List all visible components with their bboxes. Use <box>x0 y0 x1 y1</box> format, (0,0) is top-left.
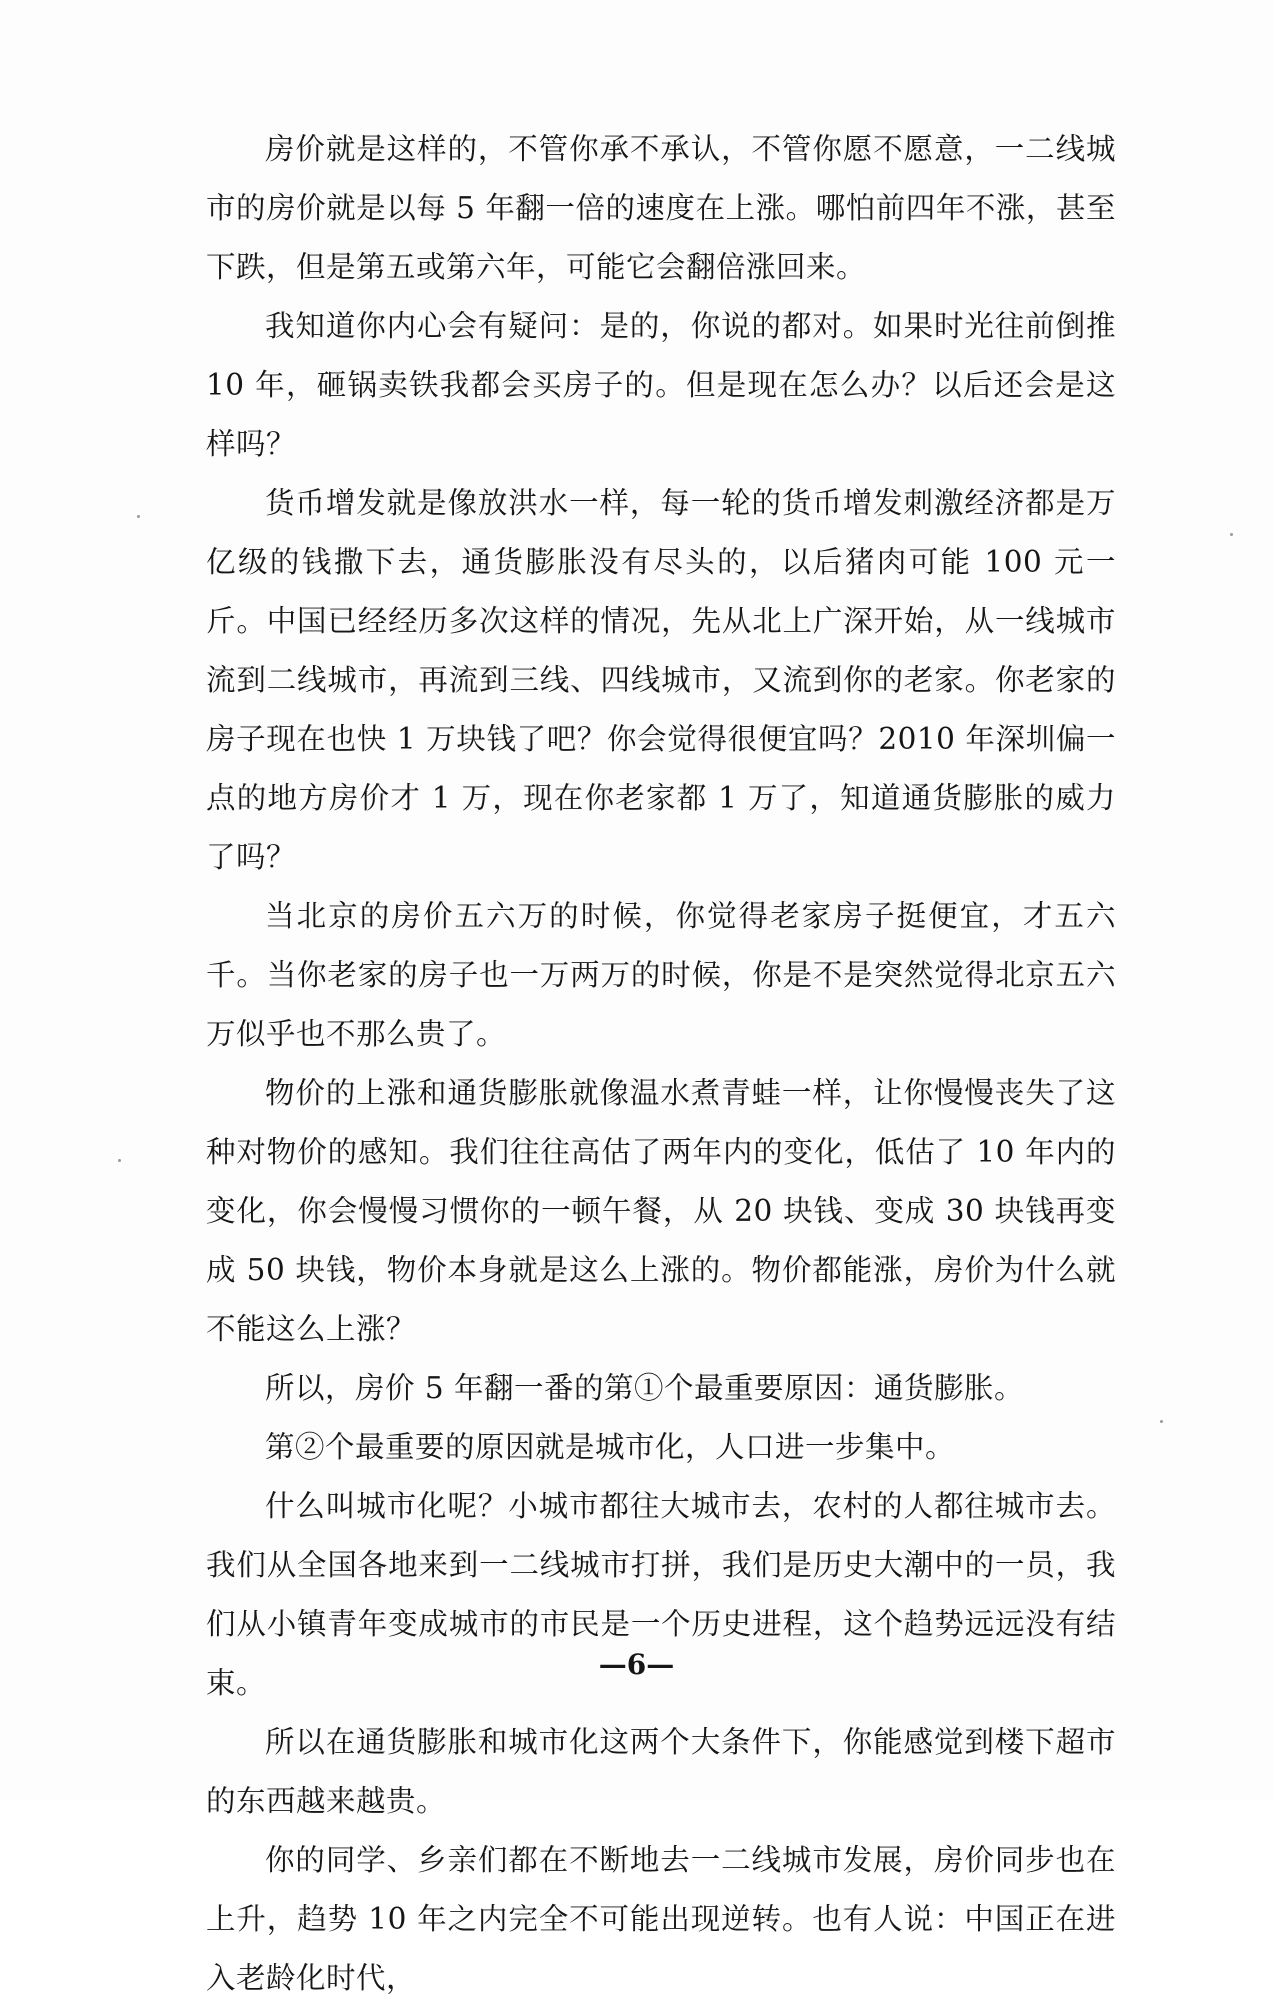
paragraph-3: 货币增发就是像放洪水一样，每一轮的货币增发刺激经济都是万亿级的钱撒下去，通货膨胀没有尽头的，以后猪肉可能 100 元一斤。中国已经经历多次这样的情况，先从北上广深开始，从一线城市流到二线城市，再流到三线、四线城市，又流到你的老家。你老家的房子现在也快 1 万块钱了吧？你会觉得很便宜吗？2010 年深圳偏一点的地方房价才 1 万，现在你老家都 1 万了，知道通货膨胀的威力了吗？ <box>206 486 1116 874</box>
scan-speck <box>1160 1420 1163 1423</box>
paragraph-5: 物价的上涨和通货膨胀就像温水煮青蛙一样，让你慢慢丧失了这种对物价的感知。我们往往高估了两年内的变化，低估了 10 年内的变化，你会慢慢习惯你的一顿午餐，从 20 块钱、变成 30 块钱再变成 50 块钱，物价本身就是这么上涨的。物价都能涨，房价为什么就不能这么上涨？ <box>206 1076 1116 1346</box>
scan-speck <box>137 515 140 518</box>
paragraph-8: 什么叫城市化呢？小城市都往大城市去，农村的人都往城市去。我们从全国各地来到一二线城市打拼，我们是历史大潮中的一员，我们从小镇青年变成城市的市民是一个历史进程，这个趋势远远没有结束。 <box>206 1489 1116 1700</box>
paragraph-1: 房价就是这样的，不管你承不承认，不管你愿不愿意，一二线城市的房价就是以每 5 年翻一倍的速度在上涨。哪怕前四年不涨，甚至下跌，但是第五或第六年，可能它会翻倍涨回来。 <box>206 132 1116 284</box>
paragraph-2: 我知道你内心会有疑问：是的，你说的都对。如果时光往前倒推 10 年，砸锅卖铁我都会买房子的。但是现在怎么办？以后还会是这样吗？ <box>206 309 1116 461</box>
scan-speck <box>118 1159 121 1162</box>
paragraph-6: 所以，房价 5 年翻一番的第①个最重要原因：通货膨胀。 <box>265 1371 1025 1405</box>
paragraph-4: 当北京的房价五六万的时候，你觉得老家房子挺便宜，才五六千。当你老家的房子也一万两万的时候，你是不是突然觉得北京五六万似乎也不那么贵了。 <box>206 899 1116 1051</box>
paragraph-9: 所以在通货膨胀和城市化这两个大条件下，你能感觉到楼下超市的东西越来越贵。 <box>206 1725 1116 1818</box>
page-number: —6— <box>598 1648 675 1681</box>
scan-speck <box>1230 533 1233 536</box>
paragraph-7: 第②个最重要的原因就是城市化，人口进一步集中。 <box>265 1430 956 1464</box>
paragraph-10: 你的同学、乡亲们都在不断地去一二线城市发展，房价同步也在上升，趋势 10 年之内完全不可能出现逆转。也有人说：中国正在进入老龄化时代， <box>206 1843 1116 1995</box>
body-text <box>206 120 1116 2008</box>
